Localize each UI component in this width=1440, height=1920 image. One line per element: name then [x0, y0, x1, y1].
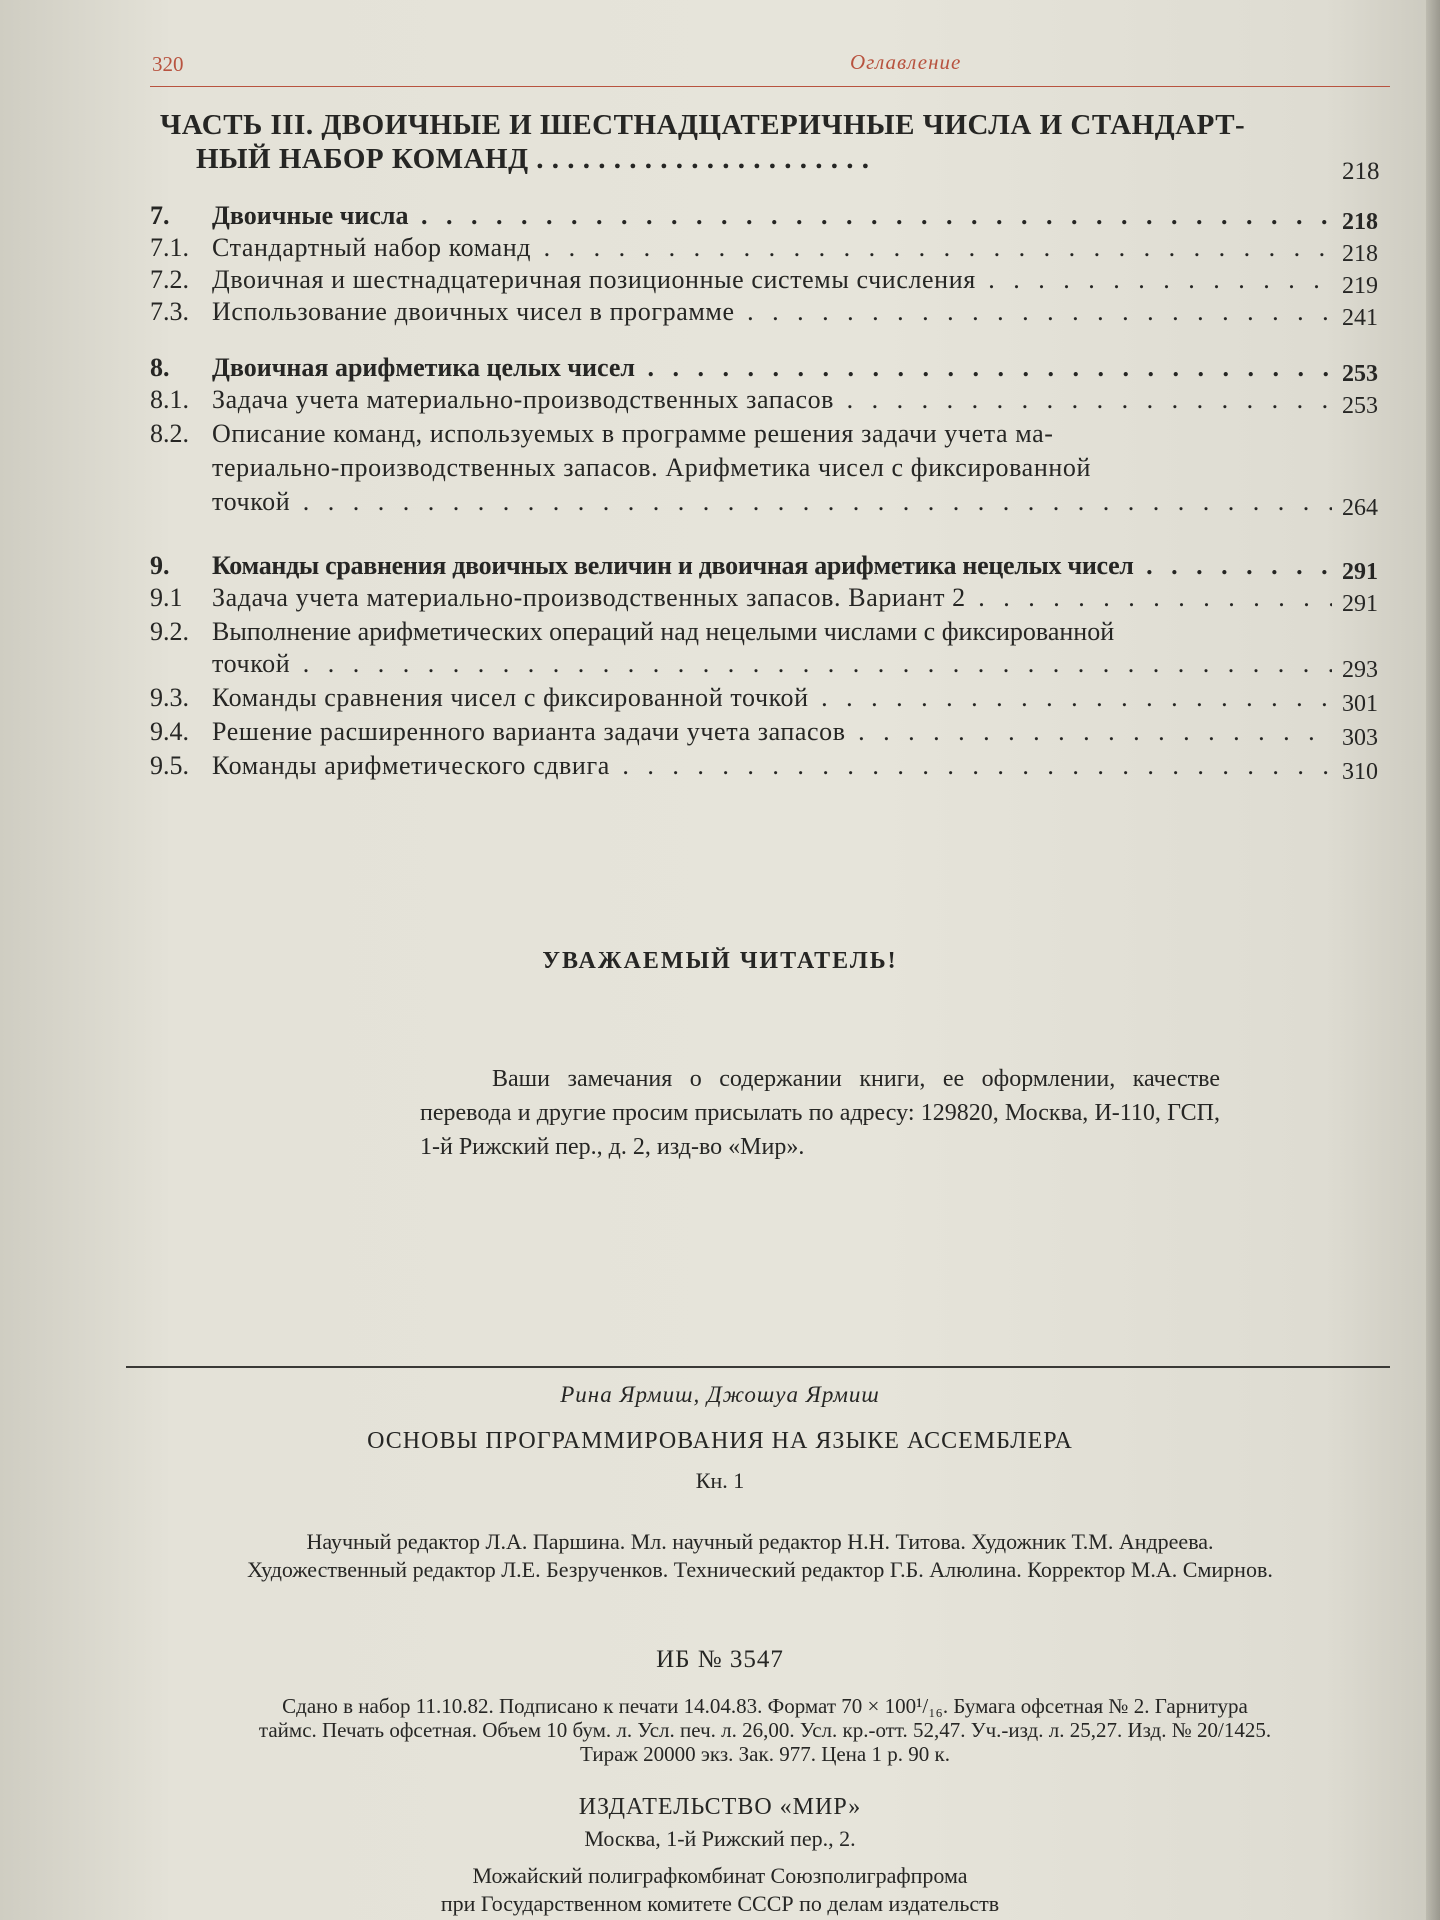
- toc-entry-title: Задача учета материально-производственных запасов . . .: [212, 384, 1332, 416]
- toc-entry-page: 253: [1342, 393, 1378, 419]
- running-head-title: Оглавление: [850, 50, 962, 74]
- toc-entry: [150, 582, 1390, 617]
- colophon-publisher: ИЗДАТЕЛЬСТВО «МИР»: [578, 1794, 862, 1820]
- toc-entry-number: 8.1.: [150, 385, 189, 414]
- toc-entry: [150, 616, 1390, 648]
- toc-entry: [150, 550, 1390, 585]
- toc-entry-title: Команды сравнения двоичных величин и двоичная арифметика нецелых чисел . . .: [212, 550, 1332, 582]
- toc-entry: [150, 716, 1390, 751]
- toc-entry: [150, 232, 1390, 267]
- colophon-book-title: ОСНОВЫ ПРОГРАММИРОВАНИЯ НА ЯЗЫКЕ АССЕМБЛЕРА: [367, 1428, 1073, 1454]
- toc-entry-title-line-1: Описание команд, используемых в программе решения задачи учета ма-: [212, 419, 1054, 448]
- toc-entry-number: 8.: [150, 353, 170, 382]
- toc-entry-title-line-3: точкой . . .: [212, 486, 1332, 518]
- toc-entry-title-line-2: точкой . . .: [212, 648, 1332, 680]
- toc-entry-page: 291: [1342, 559, 1378, 585]
- part-title-line-1: ЧАСТЬ III. ДВОИЧНЫЕ И ШЕСТНАДЦАТЕРИЧНЫЕ ЧИСЛА И СТАНДАРТ-: [160, 109, 1246, 141]
- colophon-ib-number: ИБ № 3547: [656, 1646, 784, 1673]
- toc-entry-title: Команды арифметического сдвига . . .: [212, 750, 1332, 782]
- toc-entry: [150, 384, 1390, 419]
- toc-entry-number: 9.2.: [150, 617, 189, 646]
- toc-entry-page: 303: [1342, 725, 1378, 751]
- toc-entry: [150, 352, 1390, 387]
- running-head: [150, 48, 1390, 87]
- toc-entry: [150, 418, 1390, 450]
- toc-entry-number: 9.3.: [150, 683, 189, 712]
- colophon-editors: [120, 1528, 1400, 1584]
- part-title-line-2: НЫЙ НАБОР КОМАНД: [196, 143, 529, 175]
- toc-entry-number: 7.2.: [150, 265, 189, 294]
- editors-line-1: Научный редактор Л.А. Паршина. Мл. научный редактор Н.Н. Титова. Художник Т.М. Андреева.: [306, 1529, 1214, 1554]
- toc-entry-number: 7.: [150, 201, 170, 230]
- toc-entry-continuation: [150, 486, 1390, 521]
- readers-heading: УВАЖАЕМЫЙ ЧИТАТЕЛЬ!: [542, 948, 898, 974]
- toc-entry-number: 8.2.: [150, 419, 189, 448]
- toc-entry-number: 9.4.: [150, 717, 189, 746]
- toc-entry: [150, 200, 1390, 235]
- toc-entry-number: 9.: [150, 551, 170, 580]
- part-title: ЧАСТЬ III. ДВОИЧНЫЕ И ШЕСТНАДЦАТЕРИЧНЫЕ ЧИСЛА И СТАНДАРТ- НЫЙ НАБОР КОМАНД . . . . . . . . . . . . . . . . . . . . . .: [160, 108, 1320, 176]
- toc-entry-title: Решение расширенного варианта задачи учета запасов . . .: [212, 716, 1332, 748]
- printer-line-1: Можайский полиграфкомбинат Союзполиграфпрома: [472, 1863, 968, 1888]
- toc-entry-title: Использование двоичных чисел в программе . . .: [212, 296, 1332, 328]
- editors-line-2: Художественный редактор Л.Е. Безрученков. Технический редактор Г.Б. Алюлина. Корректор М.А. Смирнов.: [247, 1557, 1273, 1582]
- toc-entry-title: Стандартный набор команд . . .: [212, 232, 1332, 264]
- toc-entry-title: Двоичные числа . . .: [212, 200, 1332, 232]
- printer-line-2: при Государственном комитете СССР по делам издательств: [440, 1891, 1000, 1916]
- toc-entry-page: 310: [1342, 759, 1378, 785]
- toc-entry-title: Задача учета материально-производственных запасов. Вариант 2 . . .: [212, 582, 1332, 614]
- toc-entry: [150, 682, 1390, 717]
- toc-entry-page: 301: [1342, 691, 1378, 717]
- toc-entry-page: 218: [1342, 241, 1378, 267]
- toc-entry-continuation: [150, 648, 1390, 683]
- colophon-divider: [126, 1366, 1390, 1368]
- toc-entry-number: 7.1.: [150, 233, 189, 262]
- toc-entry-title: Двоичная и шестнадцатеричная позиционные системы счисления . . .: [212, 264, 1332, 296]
- colophon-imprint: [120, 1694, 1410, 1766]
- toc-entry-title: Двоичная арифметика целых чисел . . .: [212, 352, 1332, 384]
- toc-entry-title: Команды сравнения чисел с фиксированной точкой . . .: [212, 682, 1332, 714]
- toc-entry-page: 264: [1342, 495, 1378, 521]
- toc-entry-number: 7.3.: [150, 297, 189, 326]
- colophon-publisher-address: Москва, 1-й Рижский пер., 2.: [584, 1826, 856, 1851]
- toc-entry-page: 219: [1342, 273, 1378, 299]
- toc-entry-page: 253: [1342, 361, 1378, 387]
- toc-entry-number: 9.1: [150, 583, 183, 612]
- toc-entry: [150, 296, 1390, 331]
- readers-message: Ваши замечания о содержании книги, ее оформлении, качестве перевода и другие просим присылать по адресу: 129820, Москва, И-110, ГСП, 1-й Рижский пер., д. 2, изд-во «Мир».: [420, 1066, 1220, 1160]
- toc-entry-continuation: [150, 452, 1390, 484]
- toc-entry-page: 241: [1342, 305, 1378, 331]
- imprint-line-1: Сдано в набор 11.10.82. Подписано к печати 14.04.83. Формат 70 × 100¹/₁₆. Бумага офсетная № 2. Гарнитура: [282, 1694, 1248, 1718]
- toc-entry: [150, 264, 1390, 299]
- imprint-line-3: Тираж 20000 экз. Зак. 977. Цена 1 р. 90 к.: [580, 1742, 950, 1766]
- colophon-volume: Кн. 1: [695, 1468, 745, 1493]
- toc-entry-title-line-1: Выполнение арифметических операций над нецелыми числами с фиксированной: [212, 617, 1115, 646]
- colophon-printer: [0, 1862, 1440, 1918]
- toc-entry: [150, 750, 1390, 785]
- toc-entry-page: 291: [1342, 591, 1378, 617]
- imprint-line-2: таймс. Печать офсетная. Объем 10 бум. л. Усл. печ. л. 26,00. Усл. кр.-отт. 52,47. Уч.-изд. л. 25,27. Изд. № 20/1425.: [258, 1718, 1272, 1742]
- toc-entry-title-line-2: териально-производственных запасов. Арифметика чисел с фиксированной: [212, 453, 1091, 482]
- toc-entry-number: 9.5.: [150, 751, 189, 780]
- toc-entry-page: 218: [1342, 209, 1378, 235]
- colophon-authors: Рина Ярмиш, Джошуа Ярмиш: [560, 1382, 880, 1407]
- toc-entry-page: 293: [1342, 657, 1378, 683]
- part-page-number: 218: [1342, 158, 1380, 185]
- page-number: 320: [152, 52, 184, 76]
